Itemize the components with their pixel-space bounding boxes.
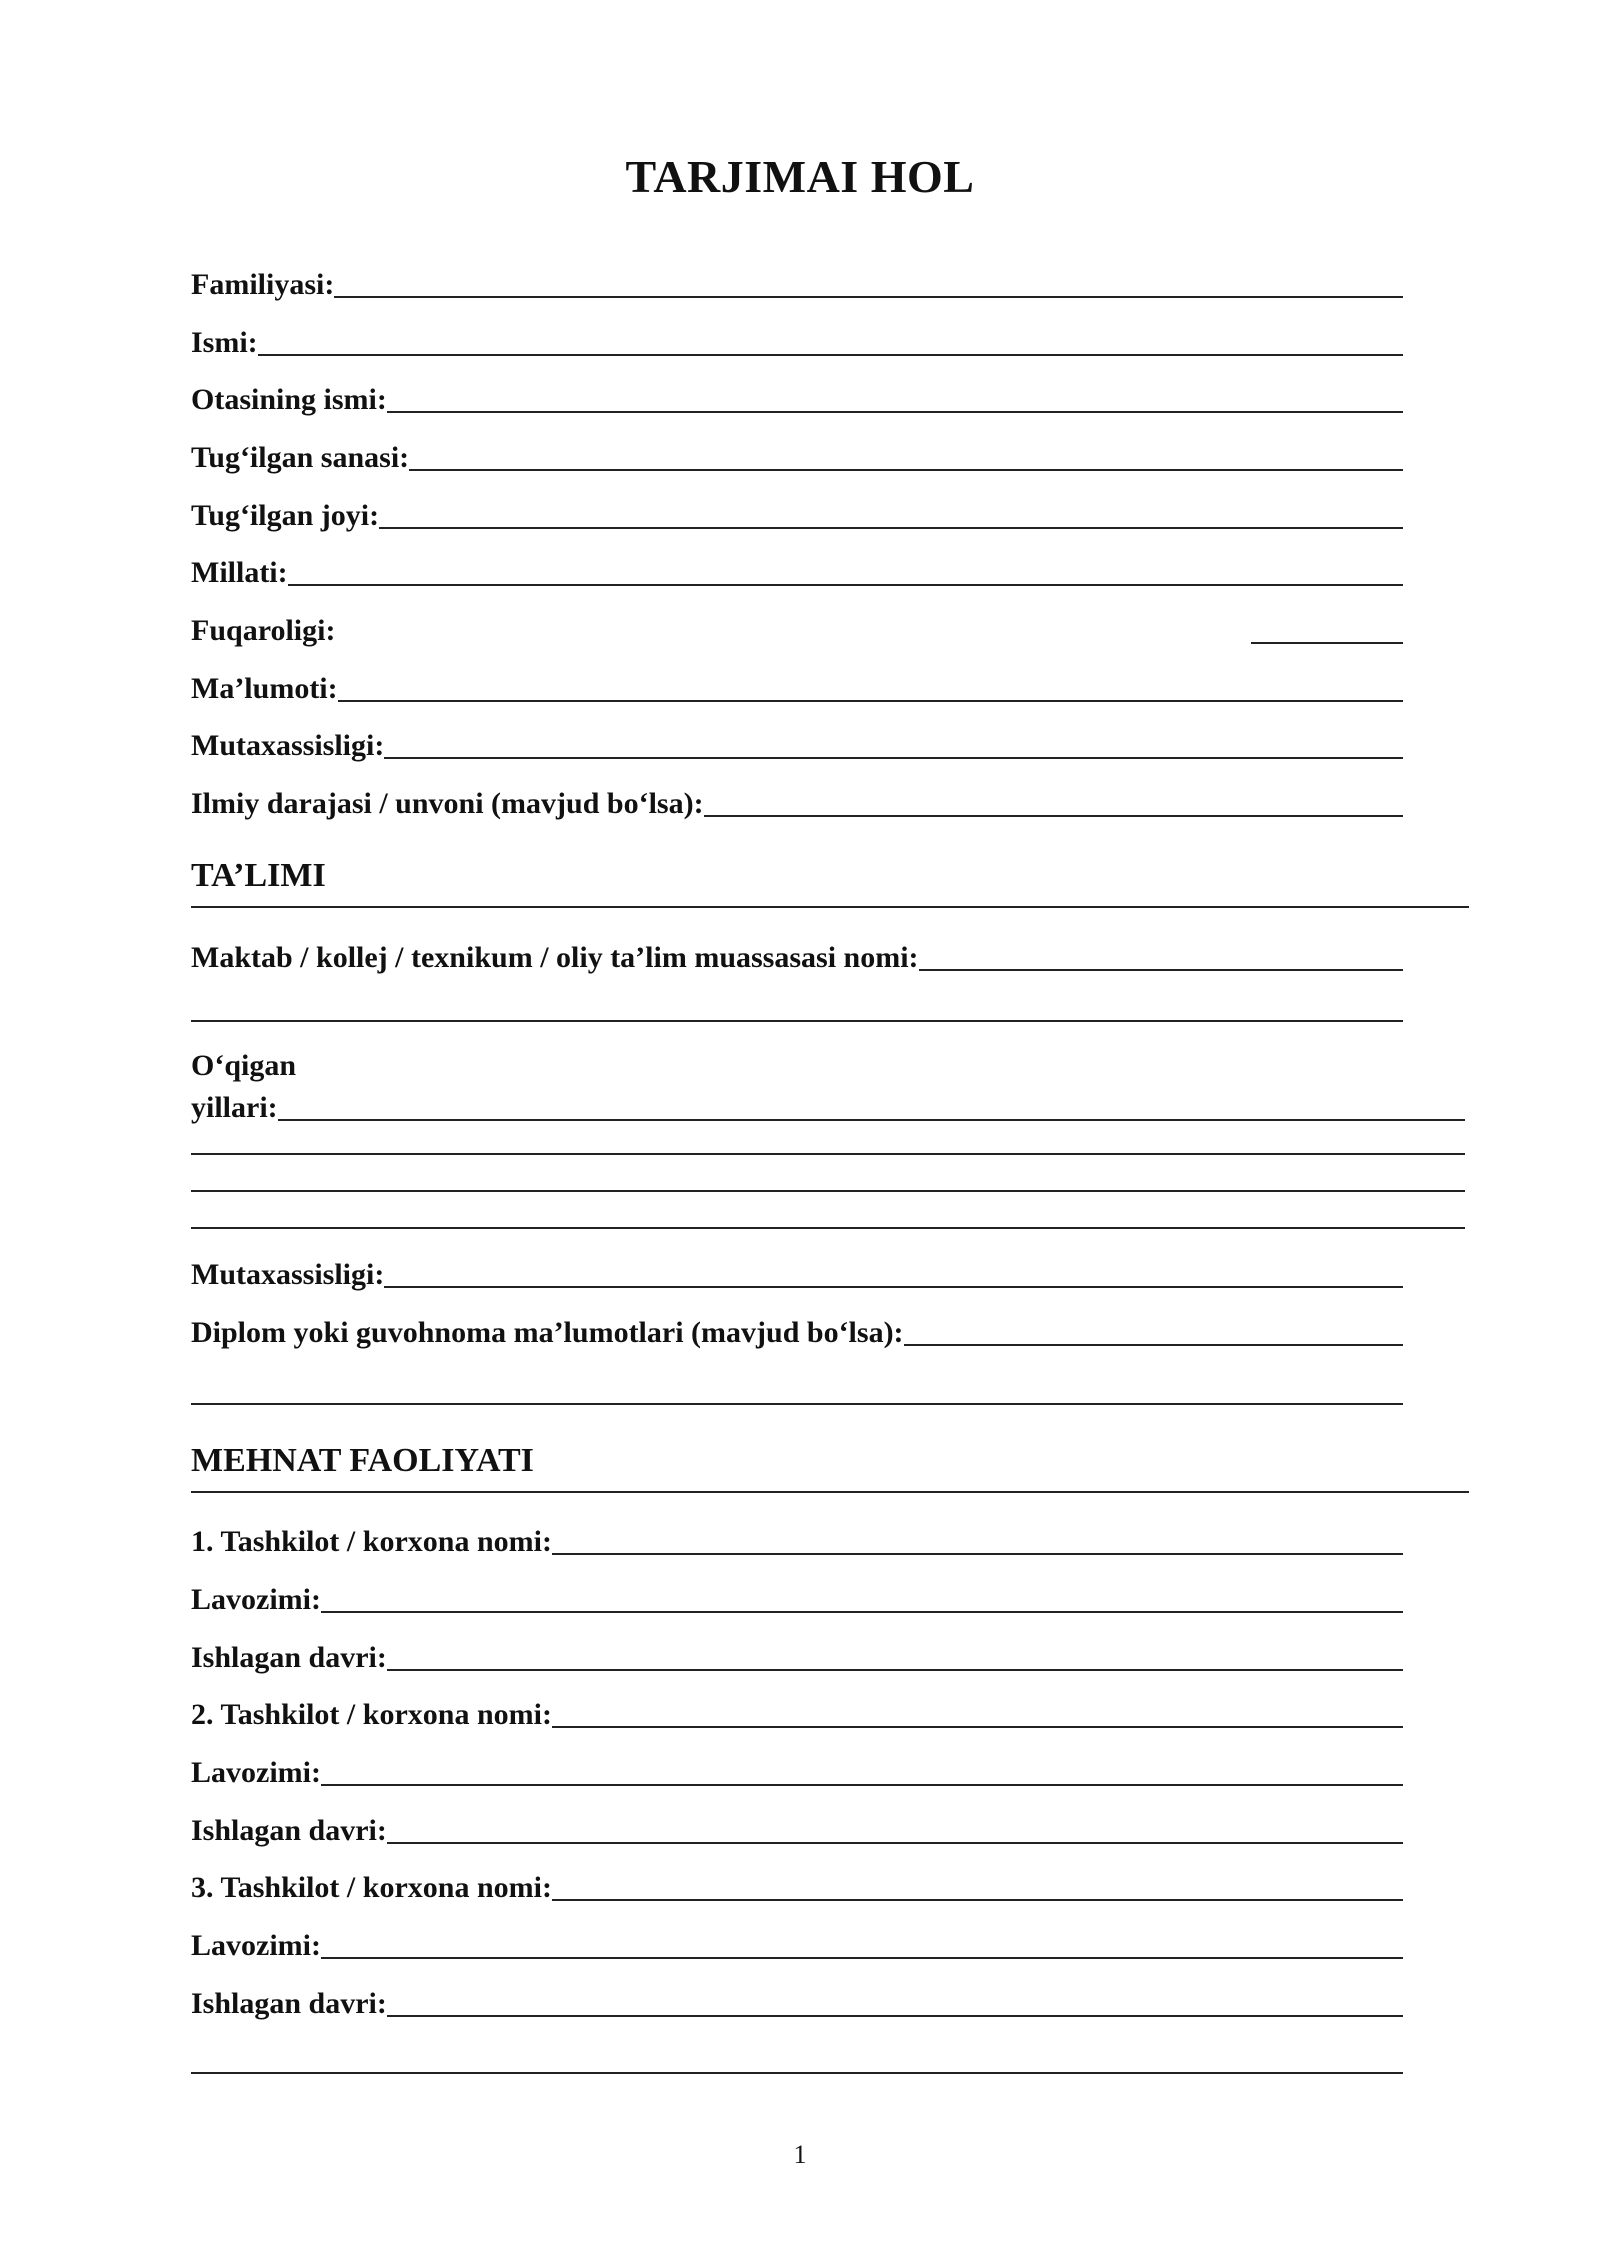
ismi-row (191, 320, 1403, 360)
diplom-row (191, 1310, 1403, 1350)
job-3-tashkilot-row (191, 1865, 1403, 1905)
muassasa-field[interactable] (919, 939, 1403, 971)
otasining-ismi-row (191, 377, 1403, 417)
tugilgan-sanasi-row (191, 435, 1403, 475)
page-number: 1 (793, 2140, 807, 2169)
job-1-davri-field[interactable] (387, 1639, 1403, 1671)
diplom-continuation-line[interactable] (191, 1403, 1403, 1405)
job-1-tashkilot-label: 1. Tashkilot / korxona nomi: (191, 1525, 552, 1558)
job-1-lavozimi-row (191, 1577, 1403, 1617)
muassasa-row (191, 935, 1403, 975)
job-3-tashkilot-label: 3. Tashkilot / korxona nomi: (191, 1871, 552, 1904)
oqigan-yillari-field[interactable] (278, 1089, 1465, 1121)
talimi-heading: TA’LIMI (191, 856, 1469, 908)
oqigan-line-2[interactable] (191, 1153, 1465, 1155)
job-1-davri-label: Ishlagan davri: (191, 1641, 387, 1674)
tugilgan-joyi-row (191, 493, 1403, 533)
ilmiy-darajasi-label: Ilmiy darajasi / unvoni (mavjud bo‘lsa): (191, 787, 704, 820)
otasining-ismi-label: Otasining ismi: (191, 383, 387, 416)
job-2-lavozimi-label: Lavozimi: (191, 1756, 321, 1789)
talim-mutaxassisligi-label: Mutaxassisligi: (191, 1258, 385, 1291)
job-1-lavozimi-field[interactable] (321, 1581, 1403, 1613)
familiyasi-row (191, 262, 1403, 302)
otasining-ismi-field[interactable] (387, 381, 1403, 413)
tugilgan-joyi-field[interactable] (379, 497, 1403, 529)
malumoti-row (191, 666, 1403, 706)
job-2-lavozimi-field[interactable] (321, 1754, 1403, 1786)
job-2-davri-label: Ishlagan davri: (191, 1814, 387, 1847)
job-3-lavozimi-row (191, 1923, 1403, 1963)
muassasa-label: Maktab / kollej / texnikum / oliy ta’lim muassasasi nomi: (191, 941, 919, 974)
millati-field[interactable] (288, 554, 1403, 586)
talim-mutaxassisligi-row (191, 1252, 1403, 1292)
job-1-tashkilot-field[interactable] (552, 1523, 1403, 1555)
oqigan-line-4[interactable] (191, 1227, 1465, 1229)
mehnat-heading: MEHNAT FAOLIYATI (191, 1441, 1469, 1493)
job-2-lavozimi-row (191, 1750, 1403, 1790)
mutaxassisligi-label: Mutaxassisligi: (191, 729, 385, 762)
oqigan-yillari-label: yillari: (191, 1091, 278, 1124)
job-2-davri-row (191, 1808, 1403, 1848)
muassasa-continuation-line[interactable] (191, 1020, 1403, 1022)
job-3-davri-field[interactable] (387, 1985, 1403, 2017)
job-1-davri-row (191, 1635, 1403, 1675)
mutaxassisligi-field[interactable] (384, 727, 1403, 759)
familiyasi-field[interactable] (334, 266, 1403, 298)
diplom-label: Diplom yoki guvohnoma ma’lumotlari (mavjud bo‘lsa): (191, 1316, 904, 1349)
ilmiy-darajasi-field[interactable] (704, 785, 1403, 817)
job-2-davri-field[interactable] (387, 1812, 1403, 1844)
job-3-davri-label: Ishlagan davri: (191, 1987, 387, 2020)
ilmiy-darajasi-row (191, 781, 1403, 821)
job-2-tashkilot-field[interactable] (552, 1696, 1403, 1728)
tugilgan-joyi-label: Tug‘ilgan joyi: (191, 499, 380, 532)
fuqaroligi-label: Fuqaroligi: (191, 614, 336, 647)
diplom-field[interactable] (904, 1314, 1403, 1346)
oqigan-line-3[interactable] (191, 1190, 1465, 1192)
job-1-tashkilot-row (191, 1519, 1403, 1559)
oqigan-label-line1: O‘qigan (191, 1049, 297, 1082)
job-3-lavozimi-field[interactable] (321, 1927, 1403, 1959)
oqigan-yillari-row (191, 1085, 1465, 1125)
mehnat-continuation-line[interactable] (191, 2072, 1403, 2074)
job-3-tashkilot-field[interactable] (552, 1869, 1403, 1901)
malumoti-label: Ma’lumoti: (191, 672, 338, 705)
job-1-lavozimi-label: Lavozimi: (191, 1583, 321, 1616)
mutaxassisligi-row (191, 723, 1403, 763)
fuqaroligi-field[interactable] (1251, 610, 1403, 644)
job-3-davri-row (191, 1981, 1403, 2021)
job-3-lavozimi-label: Lavozimi: (191, 1929, 321, 1962)
job-2-tashkilot-row (191, 1692, 1403, 1732)
fuqaroligi-row (191, 608, 1403, 648)
page-title: TARJIMAI HOL (625, 151, 975, 202)
ismi-field[interactable] (258, 324, 1403, 356)
malumoti-field[interactable] (338, 670, 1403, 702)
tugilgan-sanasi-field[interactable] (409, 439, 1403, 471)
tugilgan-sanasi-label: Tug‘ilgan sanasi: (191, 441, 410, 474)
job-2-tashkilot-label: 2. Tashkilot / korxona nomi: (191, 1698, 552, 1731)
millati-row (191, 550, 1403, 590)
talim-mutaxassisligi-field[interactable] (384, 1256, 1403, 1288)
ismi-label: Ismi: (191, 326, 258, 359)
familiyasi-label: Familiyasi: (191, 268, 335, 301)
millati-label: Millati: (191, 556, 288, 589)
